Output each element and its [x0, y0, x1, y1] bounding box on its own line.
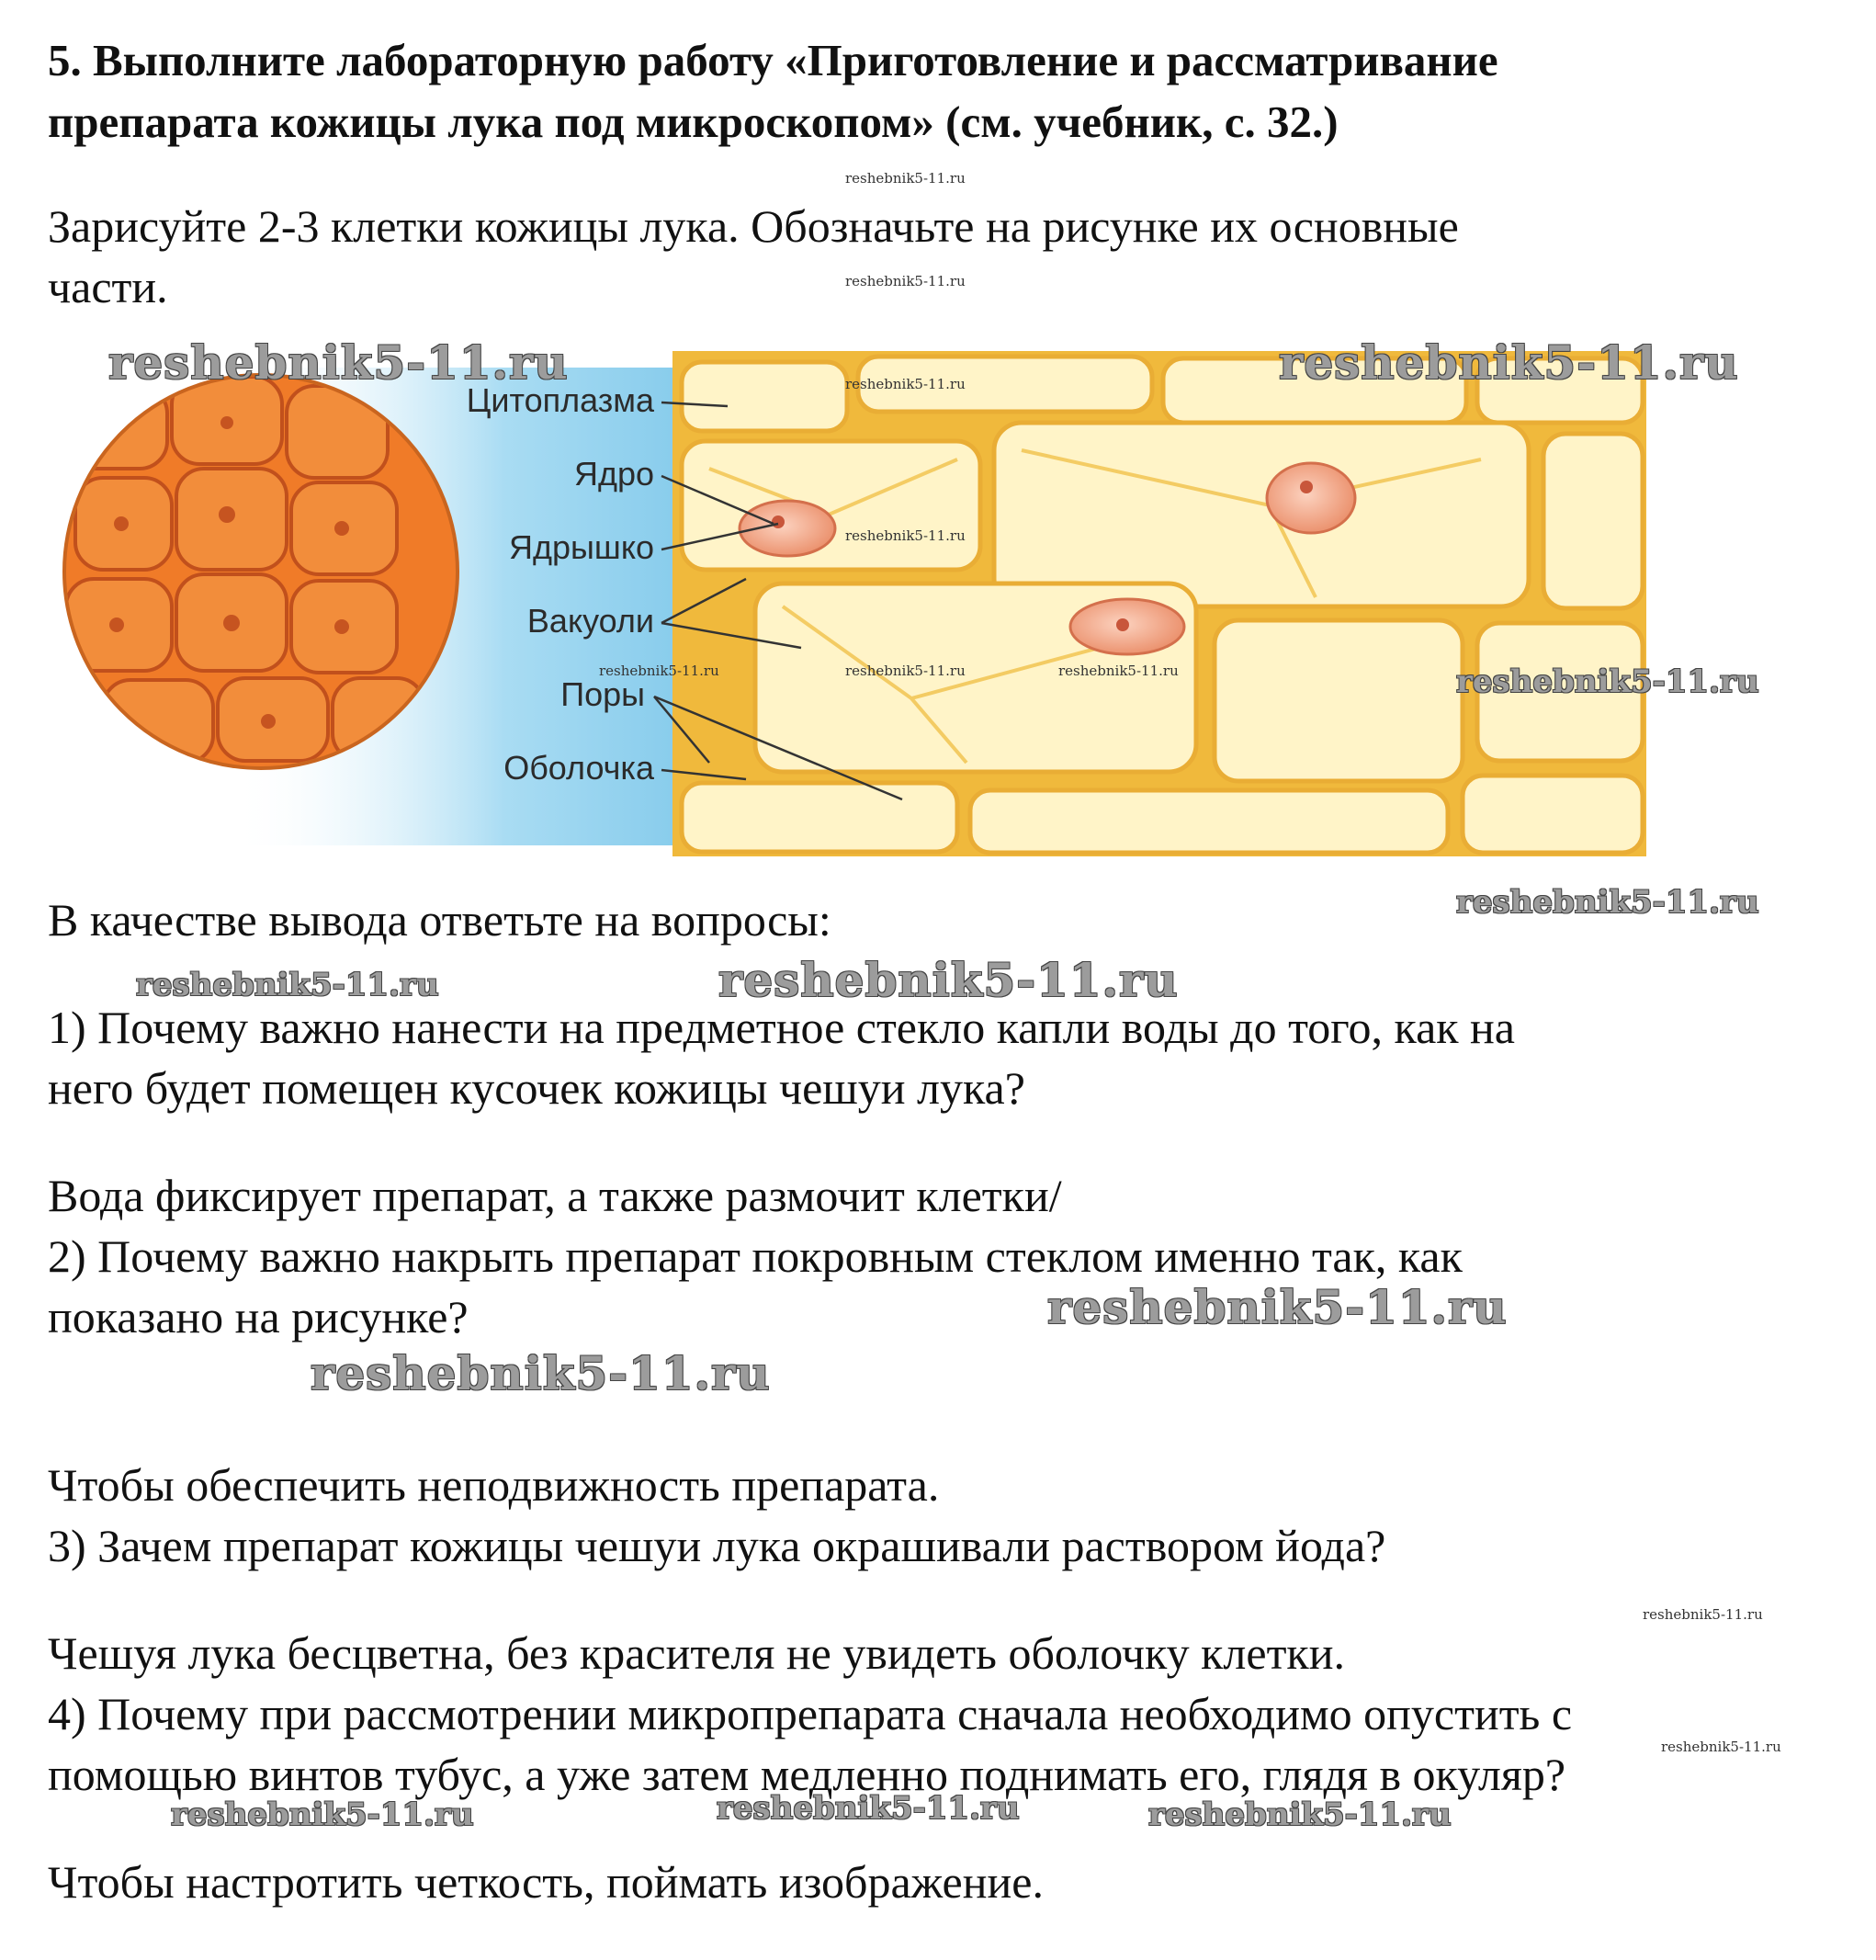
watermark: reshebnik5-11.ru: [1148, 1796, 1452, 1833]
label-nucleolus: Ядрышко: [509, 528, 654, 566]
nucleus-2: [1267, 463, 1355, 533]
watermark: reshebnik5-11.ru: [311, 1346, 771, 1400]
watermark: reshebnik5-11.ru: [845, 663, 966, 679]
watermark: reshebnik5-11.ru: [1058, 663, 1179, 679]
label-membrane: Оболочка: [503, 749, 654, 787]
watermark: reshebnik5-11.ru: [1456, 663, 1759, 700]
watermark: reshebnik5-11.ru: [599, 663, 719, 679]
heading-line-1: 5. Выполните лабораторную работу «Приготовление и рассматривание: [48, 35, 1498, 85]
watermark: reshebnik5-11.ru: [1279, 335, 1739, 390]
label-pores: Поры: [560, 675, 645, 713]
watermark: reshebnik5-11.ru: [845, 273, 966, 289]
cell-grid: [672, 351, 1646, 856]
watermark: reshebnik5-11.ru: [718, 953, 1179, 1007]
watermark: reshebnik5-11.ru: [845, 170, 966, 187]
watermark: reshebnik5-11.ru: [845, 376, 966, 392]
watermark: reshebnik5-11.ru: [1643, 1606, 1763, 1623]
label-nucleus: Ядро: [573, 455, 654, 493]
question-1-line-2: него будет помещен кусочек кожицы чешуи лука?: [48, 1062, 1025, 1114]
answer-3: Чешуя лука бесцветна, без красителя не увидеть оболочку клетки.: [48, 1627, 1345, 1679]
answer-1: Вода фиксирует препарат, а также размочит клетки/: [48, 1170, 1062, 1221]
watermark: reshebnik5-11.ru: [1047, 1280, 1508, 1334]
task-heading: [48, 29, 1848, 153]
question-2-line-2: показано на рисунке?: [48, 1291, 469, 1343]
question-2-line-1: 2) Почему важно накрыть препарат покровным стеклом именно так, как: [48, 1230, 1463, 1282]
watermark: reshebnik5-11.ru: [108, 335, 569, 390]
heading-line-2: препарата кожицы лука под микроскопом» (см. учебник, с. 32.): [48, 96, 1339, 147]
answer-4: Чтобы настротить четкость, поймать изображение.: [48, 1856, 1044, 1908]
conclusion-intro: В качестве вывода ответьте на вопросы:: [48, 894, 831, 946]
watermark: reshebnik5-11.ru: [1661, 1739, 1781, 1755]
question-4-line-1: 4) Почему при рассмотрении микропрепарата сначала необходимо опустить с: [48, 1688, 1573, 1739]
onion-cells-figure: [48, 331, 1665, 864]
instruction-line-2: части.: [48, 261, 168, 312]
instruction-line-1: Зарисуйте 2-3 клетки кожицы лука. Обозначьте на рисунке их основные: [48, 200, 1459, 252]
watermark: reshebnik5-11.ru: [717, 1790, 1020, 1827]
label-cytoplasm: Цитоплазма: [466, 381, 654, 419]
watermark: reshebnik5-11.ru: [136, 967, 439, 1003]
watermark: reshebnik5-11.ru: [1456, 884, 1759, 921]
nucleus-3: [1070, 599, 1184, 654]
watermark: reshebnik5-11.ru: [171, 1796, 474, 1833]
watermark: reshebnik5-11.ru: [845, 527, 966, 544]
magnified-circle: [64, 375, 458, 768]
answer-2: Чтобы обеспечить неподвижность препарата.: [48, 1459, 940, 1511]
label-vacuoles: Вакуоли: [526, 602, 654, 640]
question-3: 3) Зачем препарат кожицы чешуи лука окрашивали раствором йода?: [48, 1520, 1386, 1571]
question-4-line-2: помощью винтов тубус, а уже затем медленно поднимать его, глядя в окуляр?: [48, 1749, 1566, 1800]
question-1-line-1: 1) Почему важно нанести на предметное стекло капли воды до того, как на: [48, 1002, 1515, 1053]
